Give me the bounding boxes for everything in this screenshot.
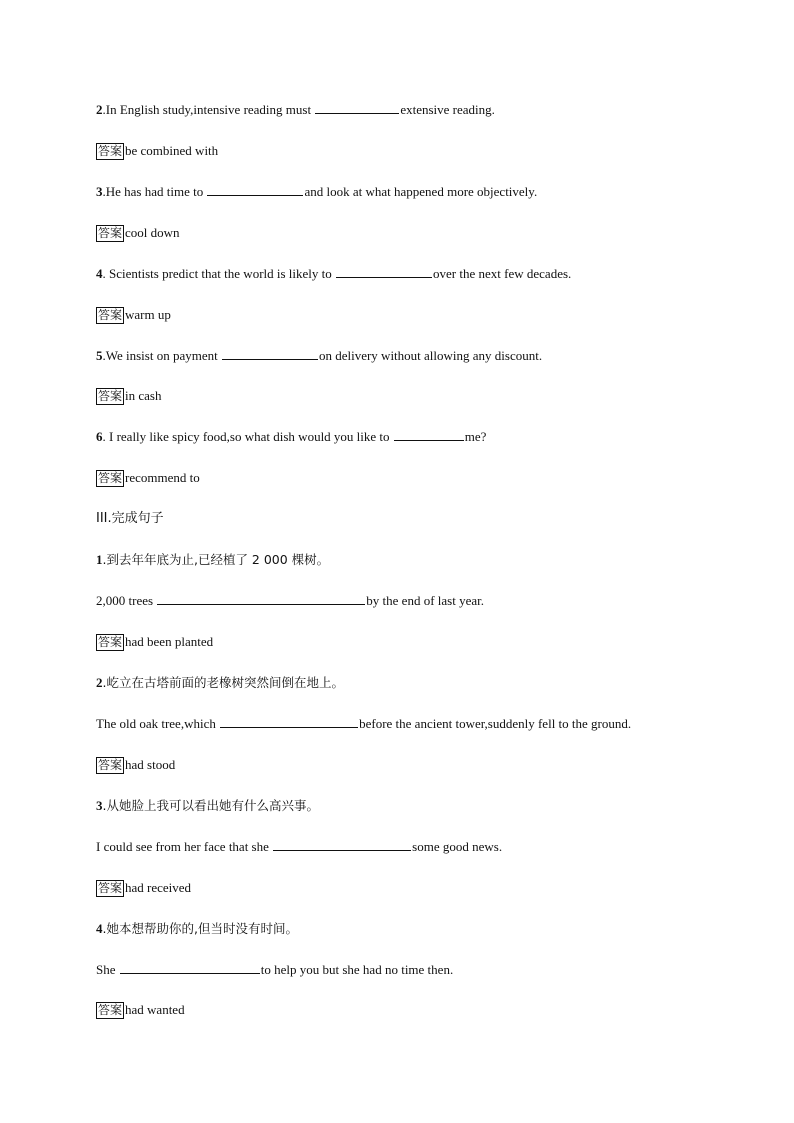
chinese-prompt: .屹立在古塔前面的老橡树突然间倒在地上。 bbox=[102, 675, 344, 690]
sentence-text: before the ancient tower,suddenly fell to the ground. bbox=[359, 716, 632, 731]
sentence-text: some good news. bbox=[412, 839, 503, 854]
section-heading: III.完成句子 bbox=[96, 511, 164, 526]
answer-blank bbox=[220, 715, 358, 728]
question-number: 2 bbox=[96, 675, 103, 690]
answer-s1 bbox=[96, 633, 213, 651]
prompt-3 bbox=[96, 797, 319, 815]
answer-5 bbox=[96, 387, 161, 405]
question-text: . I really like spicy food,so what dish would you like to bbox=[102, 429, 393, 444]
question-text: on delivery without allowing any discount. bbox=[318, 348, 543, 363]
question-text: .He has had time to bbox=[102, 184, 207, 199]
prompt-1 bbox=[96, 551, 329, 569]
question-5 bbox=[96, 347, 542, 365]
prompt-2 bbox=[96, 674, 344, 692]
answer-6 bbox=[96, 469, 200, 487]
answer-blank bbox=[273, 838, 411, 851]
answer-blank bbox=[336, 265, 432, 278]
answer-s2 bbox=[96, 756, 175, 774]
answer-blank bbox=[394, 428, 464, 441]
chinese-prompt: .到去年年底为止,已经植了 2 000 棵树。 bbox=[102, 552, 330, 567]
chinese-prompt: .她本想帮助你的,但当时没有时间。 bbox=[102, 921, 298, 936]
question-2 bbox=[96, 101, 495, 119]
question-number: 4 bbox=[96, 921, 103, 936]
answer-tag: 答案 bbox=[98, 144, 123, 158]
question-3 bbox=[96, 183, 537, 201]
question-number: 1 bbox=[96, 552, 103, 567]
question-4 bbox=[96, 265, 571, 283]
answer-tag: 答案 bbox=[98, 635, 123, 649]
answer-text: had received bbox=[125, 880, 192, 895]
answer-blank bbox=[207, 183, 303, 196]
answer-tag: 答案 bbox=[98, 471, 123, 485]
sentence-text: She bbox=[96, 962, 119, 977]
question-number: 4 bbox=[96, 266, 103, 281]
question-text: over the next few decades. bbox=[433, 266, 572, 281]
sentence-4 bbox=[96, 961, 453, 979]
sentence-text: The old oak tree,which bbox=[96, 716, 220, 731]
question-number: 6 bbox=[96, 429, 103, 444]
answer-text: warm up bbox=[125, 307, 171, 322]
question-text: .We insist on payment bbox=[102, 348, 221, 363]
answer-tag: 答案 bbox=[98, 389, 123, 403]
question-number: 3 bbox=[96, 184, 103, 199]
question-text: and look at what happened more objectively. bbox=[304, 184, 538, 199]
question-number: 2 bbox=[96, 102, 103, 117]
question-number: 5 bbox=[96, 348, 103, 363]
answer-tag: 答案 bbox=[98, 881, 123, 895]
answer-text: cool down bbox=[125, 225, 180, 240]
answer-4 bbox=[96, 306, 171, 324]
answer-tag: 答案 bbox=[98, 308, 123, 322]
answer-text: be combined with bbox=[125, 143, 219, 158]
answer-s4 bbox=[96, 1001, 185, 1019]
question-6 bbox=[96, 428, 486, 446]
answer-s3 bbox=[96, 879, 191, 897]
sentence-text: I could see from her face that she bbox=[96, 839, 273, 854]
sentence-3 bbox=[96, 838, 502, 856]
answer-tag: 答案 bbox=[98, 758, 123, 772]
answer-text: in cash bbox=[125, 388, 162, 403]
answer-text: had wanted bbox=[125, 1002, 185, 1017]
answer-text: had stood bbox=[125, 757, 176, 772]
answer-blank bbox=[120, 961, 260, 974]
question-number: 3 bbox=[96, 798, 103, 813]
sentence-2 bbox=[96, 715, 631, 733]
prompt-4 bbox=[96, 920, 298, 938]
answer-text: had been planted bbox=[125, 634, 214, 649]
answer-blank bbox=[157, 592, 365, 605]
answer-tag: 答案 bbox=[98, 1003, 123, 1017]
answer-blank bbox=[222, 347, 318, 360]
question-text: . Scientists predict that the world is likely to bbox=[102, 266, 336, 281]
question-text: extensive reading. bbox=[400, 102, 495, 117]
sentence-text: 2,000 trees bbox=[96, 593, 157, 608]
question-text: me? bbox=[464, 429, 487, 444]
chinese-prompt: .从她脸上我可以看出她有什么高兴事。 bbox=[102, 798, 319, 813]
sentence-text: to help you but she had no time then. bbox=[260, 962, 454, 977]
answer-2 bbox=[96, 142, 218, 160]
sentence-text: by the end of last year. bbox=[366, 593, 484, 608]
question-text: .In English study,intensive reading must bbox=[102, 102, 315, 117]
answer-blank bbox=[315, 101, 399, 114]
sentence-1 bbox=[96, 592, 484, 610]
answer-tag: 答案 bbox=[98, 226, 123, 240]
answer-3 bbox=[96, 224, 180, 242]
answer-text: recommend to bbox=[125, 470, 200, 485]
